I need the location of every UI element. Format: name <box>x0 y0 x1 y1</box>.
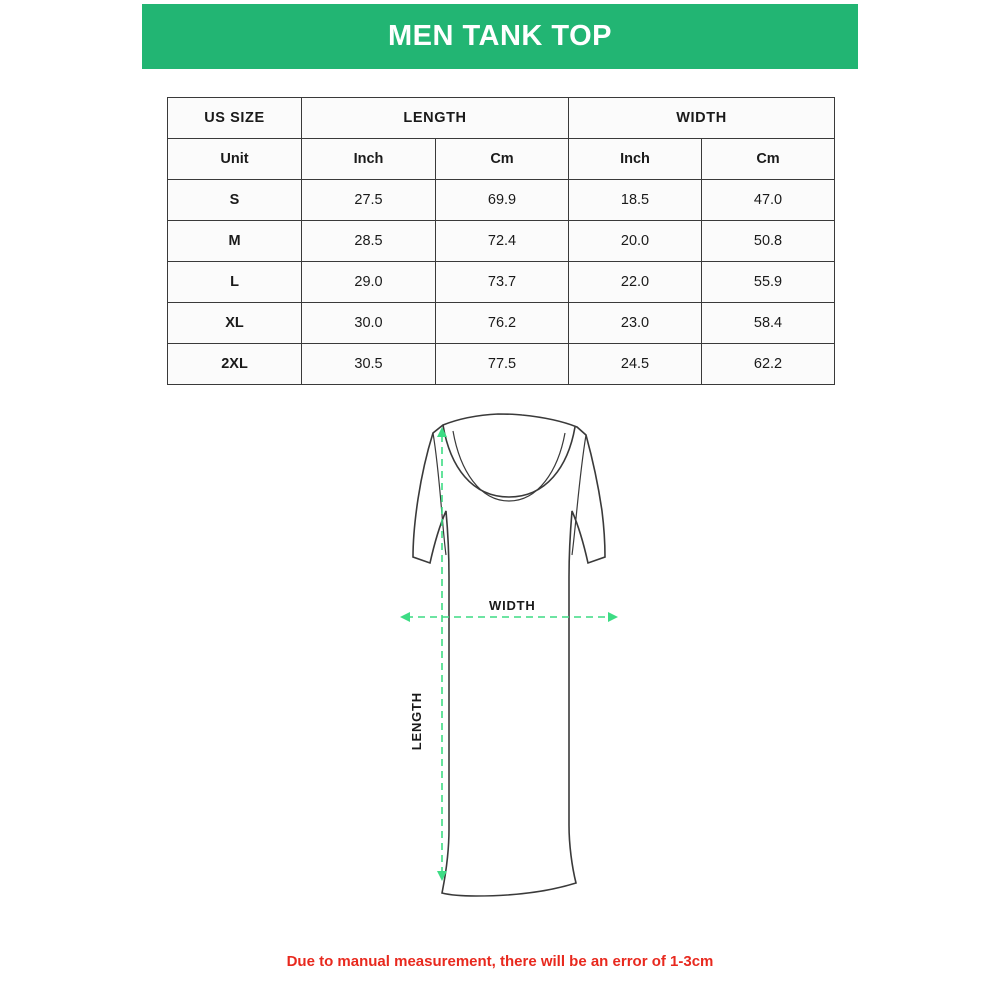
diagram-length-label: LENGTH <box>409 692 424 751</box>
unit-width-cm: Cm <box>702 139 835 180</box>
table-row <box>168 180 835 221</box>
page-header-banner <box>142 4 858 69</box>
cell-length-cm: 72.4 <box>436 221 569 262</box>
column-header-us-size: US SIZE <box>168 98 302 139</box>
table-row <box>168 303 835 344</box>
cell-width-inch: 24.5 <box>569 344 702 385</box>
cell-length-cm: 77.5 <box>436 344 569 385</box>
cell-length-inch: 30.5 <box>302 344 436 385</box>
table-row <box>168 344 835 385</box>
cell-length-cm: 69.9 <box>436 180 569 221</box>
cell-size: M <box>168 221 302 262</box>
column-header-width: WIDTH <box>569 98 835 139</box>
unit-length-cm: Cm <box>436 139 569 180</box>
cell-width-cm: 47.0 <box>702 180 835 221</box>
table-header-row <box>168 98 835 139</box>
cell-size: XL <box>168 303 302 344</box>
diagram-width-label: WIDTH <box>485 598 540 613</box>
page-title: MEN TANK TOP <box>387 20 613 52</box>
table-row <box>168 262 835 303</box>
cell-width-inch: 23.0 <box>569 303 702 344</box>
unit-width-inch: Inch <box>569 139 702 180</box>
cell-size: S <box>168 180 302 221</box>
cell-width-cm: 50.8 <box>702 221 835 262</box>
cell-width-cm: 58.4 <box>702 303 835 344</box>
cell-width-inch: 18.5 <box>569 180 702 221</box>
garment-diagram <box>330 405 690 915</box>
cell-length-inch: 29.0 <box>302 262 436 303</box>
cell-size: L <box>168 262 302 303</box>
unit-length-inch: Inch <box>302 139 436 180</box>
table-row <box>168 221 835 262</box>
cell-width-cm: 55.9 <box>702 262 835 303</box>
cell-size: 2XL <box>168 344 302 385</box>
column-header-length: LENGTH <box>302 98 569 139</box>
cell-length-cm: 76.2 <box>436 303 569 344</box>
size-chart-table <box>167 97 835 385</box>
cell-width-inch: 20.0 <box>569 221 702 262</box>
cell-length-cm: 73.7 <box>436 262 569 303</box>
table-unit-row <box>168 139 835 180</box>
cell-length-inch: 28.5 <box>302 221 436 262</box>
unit-label: Unit <box>168 139 302 180</box>
cell-width-cm: 62.2 <box>702 344 835 385</box>
measurement-disclaimer: Due to manual measurement, there will be an error of 1-3cm <box>286 953 714 970</box>
size-chart-table-wrapper <box>167 97 834 385</box>
cell-length-inch: 27.5 <box>302 180 436 221</box>
cell-length-inch: 30.0 <box>302 303 436 344</box>
cell-width-inch: 22.0 <box>569 262 702 303</box>
